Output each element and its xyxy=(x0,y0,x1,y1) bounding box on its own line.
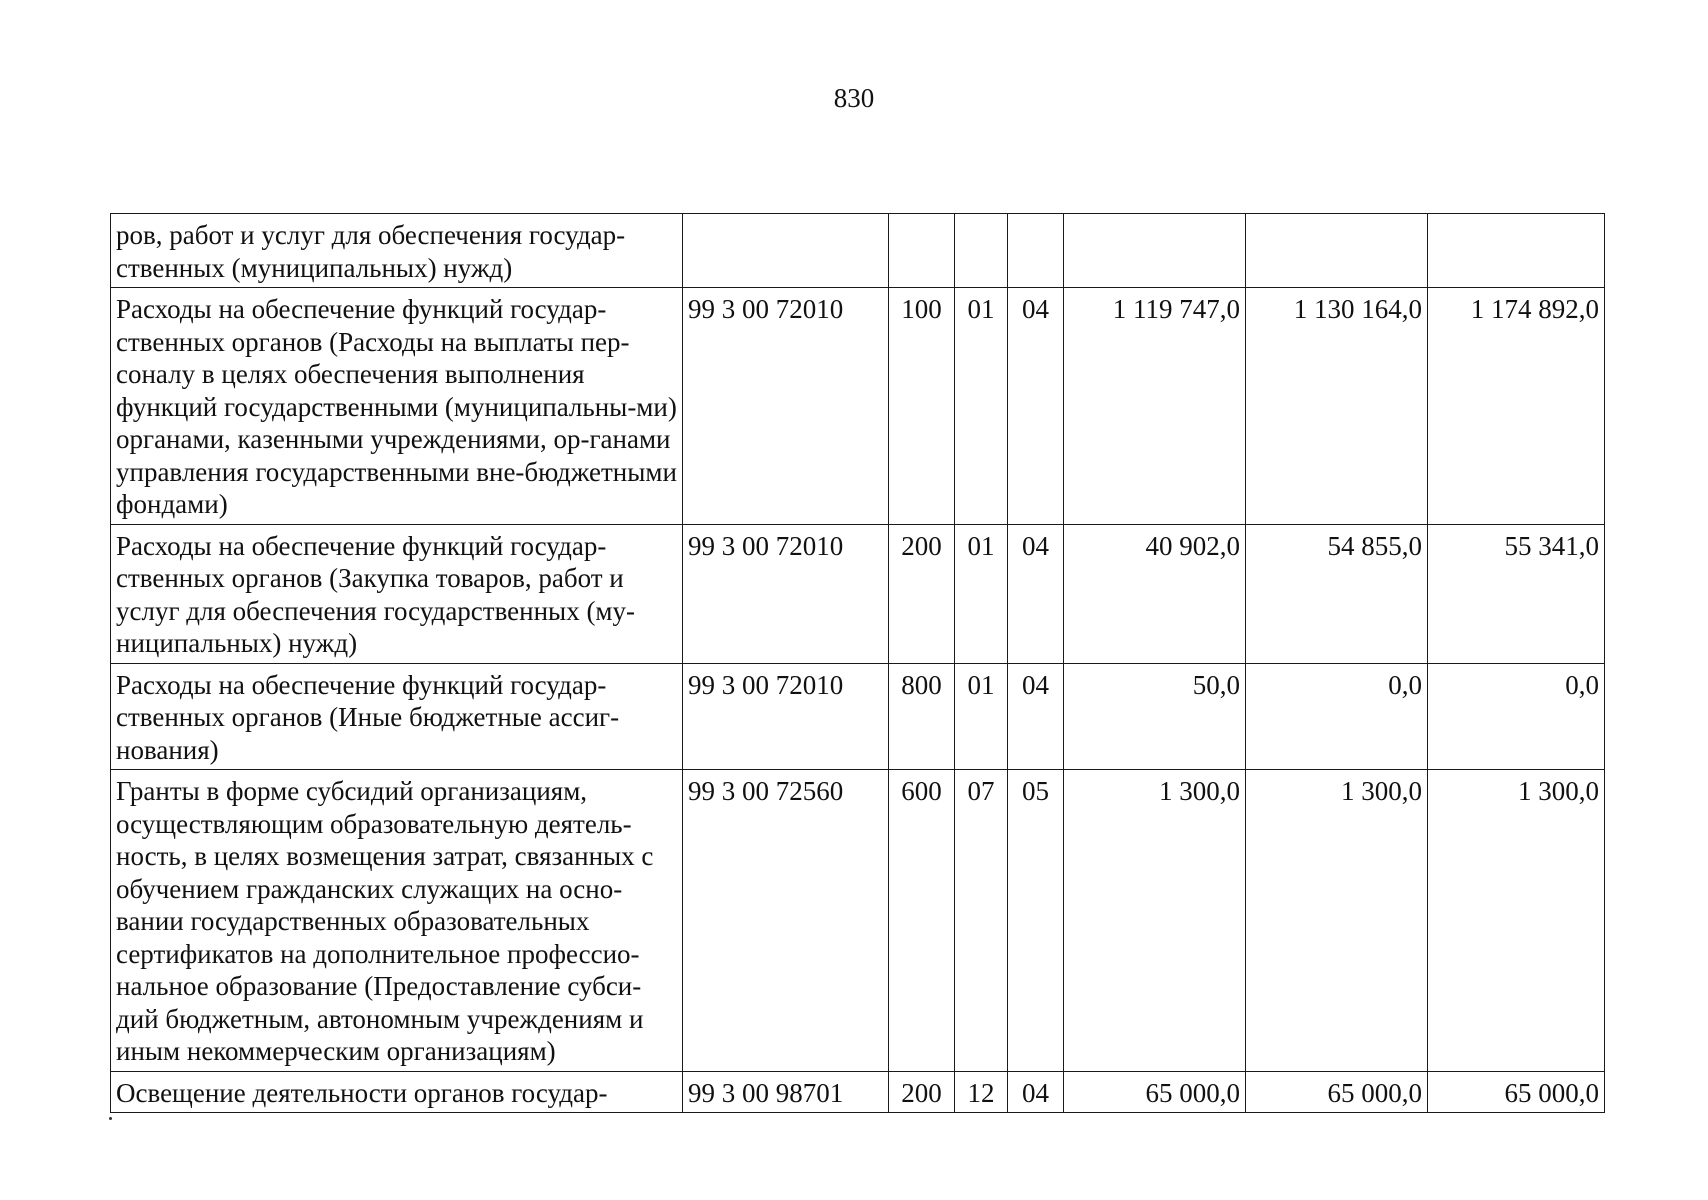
row-amount-3: 55 341,0 xyxy=(1428,524,1605,663)
row-amount-1 xyxy=(1064,214,1246,288)
table-body xyxy=(111,214,1605,1113)
table-row xyxy=(111,524,1605,663)
row-description: Расходы на обеспечение функций государ-ственных органов (Иные бюджетные ассиг-нования) xyxy=(111,663,683,770)
row-section: 01 xyxy=(955,288,1008,525)
table-row xyxy=(111,1071,1605,1113)
row-subsection: 05 xyxy=(1008,770,1064,1072)
row-description: ров, работ и услуг для обеспечения государ-ственных (муниципальных) нужд) xyxy=(111,214,683,288)
row-expense-type: 200 xyxy=(889,524,955,663)
row-amount-3: 0,0 xyxy=(1428,663,1605,770)
row-subsection: 04 xyxy=(1008,524,1064,663)
row-target-code xyxy=(683,214,889,288)
row-subsection: 04 xyxy=(1008,1071,1064,1113)
row-amount-1: 1 119 747,0 xyxy=(1064,288,1246,525)
row-amount-3: 1 300,0 xyxy=(1428,770,1605,1072)
row-expense-type: 600 xyxy=(889,770,955,1072)
table-row xyxy=(111,288,1605,525)
row-amount-3: 65 000,0 xyxy=(1428,1071,1605,1113)
row-description: Расходы на обеспечение функций государ-ственных органов (Закупка товаров, работ и услуг для обеспечения государственных (му-ниципальных) нужд) xyxy=(111,524,683,663)
row-amount-2: 65 000,0 xyxy=(1246,1071,1428,1113)
row-description: Расходы на обеспечение функций государ-ственных органов (Расходы на выплаты пер-соналу в целях обеспечения выполнения функций государственными (муниципальны-ми) органами, казенными учреждениями, ор-ганами управления государственными вне-бюджетными фондами) xyxy=(111,288,683,525)
row-expense-type: 200 xyxy=(889,1071,955,1113)
table-row xyxy=(111,770,1605,1072)
row-amount-2: 1 300,0 xyxy=(1246,770,1428,1072)
row-amount-1: 65 000,0 xyxy=(1064,1071,1246,1113)
row-amount-1: 40 902,0 xyxy=(1064,524,1246,663)
row-expense-type: 800 xyxy=(889,663,955,770)
row-target-code: 99 3 00 98701 xyxy=(683,1071,889,1113)
budget-table xyxy=(110,213,1605,1113)
row-target-code: 99 3 00 72560 xyxy=(683,770,889,1072)
row-expense-type: 100 xyxy=(889,288,955,525)
row-description: Освещение деятельности органов государ- xyxy=(111,1071,683,1113)
row-section xyxy=(955,214,1008,288)
row-subsection xyxy=(1008,214,1064,288)
row-description: Гранты в форме субсидий организациям, осуществляющим образовательную деятель-ность, в целях возмещения затрат, связанных с обучением гражданских служащих на осно-вании государственных образовательных сертификатов на дополнительное профессио-нальное образование (Предоставление субси-дий бюджетным, автономным учреждениям и иным некоммерческим организациям) xyxy=(111,770,683,1072)
row-amount-2: 0,0 xyxy=(1246,663,1428,770)
row-amount-1: 50,0 xyxy=(1064,663,1246,770)
row-subsection: 04 xyxy=(1008,288,1064,525)
row-section: 01 xyxy=(955,663,1008,770)
table-row xyxy=(111,663,1605,770)
row-amount-2 xyxy=(1246,214,1428,288)
row-target-code: 99 3 00 72010 xyxy=(683,524,889,663)
row-expense-type xyxy=(889,214,955,288)
page-number: 830 xyxy=(833,83,875,113)
row-amount-2: 54 855,0 xyxy=(1246,524,1428,663)
row-amount-3: 1 174 892,0 xyxy=(1428,288,1605,525)
table-row xyxy=(111,214,1605,288)
row-amount-2: 1 130 164,0 xyxy=(1246,288,1428,525)
row-section: 01 xyxy=(955,524,1008,663)
row-section: 12 xyxy=(955,1071,1008,1113)
row-amount-1: 1 300,0 xyxy=(1064,770,1246,1072)
row-target-code: 99 3 00 72010 xyxy=(683,288,889,525)
scan-speck xyxy=(109,1117,112,1120)
row-amount-3 xyxy=(1428,214,1605,288)
row-section: 07 xyxy=(955,770,1008,1072)
row-subsection: 04 xyxy=(1008,663,1064,770)
row-target-code: 99 3 00 72010 xyxy=(683,663,889,770)
